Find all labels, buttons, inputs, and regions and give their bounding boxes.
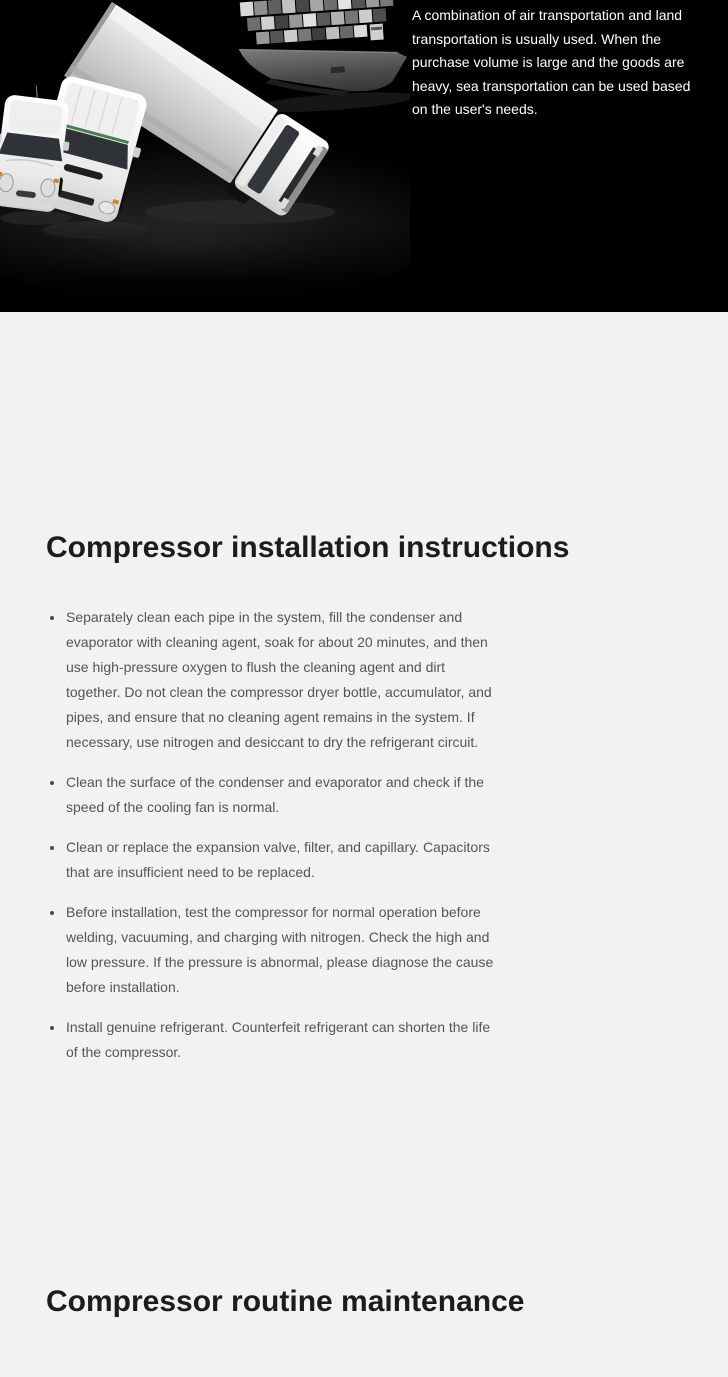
list-item: • Before installation, test the compressor for normal operation before welding, vacuuming, and charging with nitrogen. Check the high and low pressure. If the pressure is abnormal, please diagnose the cause before installation.: [65, 900, 503, 1000]
fleet-illustration: [0, 0, 410, 312]
list-item: • Install genuine refrigerant. Counterfeit refrigerant can shorten the life of the compressor.: [65, 1015, 503, 1065]
installation-instructions-list: [46, 605, 503, 1065]
list-item: • Clean or replace the expansion valve, filter, and capillary. Capacitors that are insufficient need to be replaced.: [65, 835, 503, 885]
content-section: [0, 530, 728, 1352]
list-item: • Separately clean each pipe in the system, fill the condenser and evaporator with cleaning agent, soak for about 20 minutes, and then use high-pressure oxygen to flush the cleaning agent and dirt together. Do not clean the compressor dryer bottle, accumulator, and pipes, and ensure that no cleaning agent remains in the system. If necessary, use nitrogen and desiccant to dry the refrigerant circuit.: [65, 605, 503, 755]
installation-section-title: Compressor installation instructions: [46, 531, 570, 564]
bottom-fade: [0, 220, 410, 312]
maintenance-section-title: Compressor routine maintenance: [46, 1285, 525, 1318]
shipping-hero-section: [0, 0, 728, 312]
list-item: • Clean the surface of the condenser and evaporator and check if the speed of the cooling fan is normal.: [65, 770, 503, 820]
shipping-description: A combination of air transportation and land transportation is usually used. When the purchase volume is large and the goods are heavy, sea transportation can be used based on the user's needs.: [412, 7, 691, 117]
